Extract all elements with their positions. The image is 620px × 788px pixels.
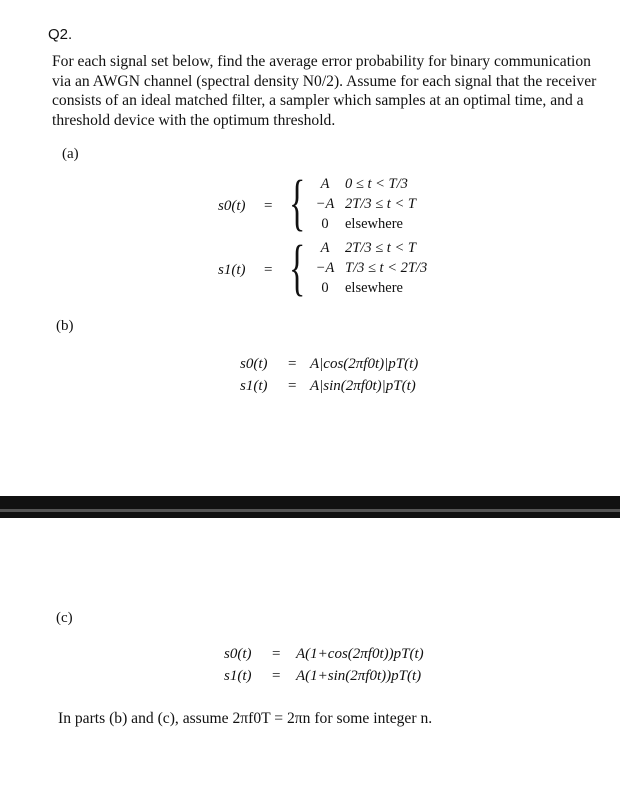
case-value: −A xyxy=(315,260,335,276)
part-a-s0-lhs: s0(t) xyxy=(218,198,246,214)
case-condition: 2T/3 ≤ t < T xyxy=(345,196,416,212)
part-b-s1-lhs: s1(t) xyxy=(240,378,268,394)
part-b-s1-equals: = xyxy=(288,378,297,394)
part-c-s1-lhs: s1(t) xyxy=(224,668,252,684)
part-b-label: (b) xyxy=(56,318,74,334)
case-value: A xyxy=(320,176,330,192)
part-a-s1-brace: { xyxy=(289,234,306,302)
part-b-s1-rhs: A|sin(2πf0t)|pT(t) xyxy=(310,378,416,394)
part-a-s0-equals: = xyxy=(264,198,273,214)
case-condition: 0 ≤ t < T/3 xyxy=(345,176,408,192)
part-a-s1-equals: = xyxy=(264,262,273,278)
part-c-s0-equals: = xyxy=(272,646,281,662)
problem-statement: For each signal set below, find the average error probability for binary communication via an AWGN channel (spectral density N0/2). Assume for each signal that the receiver consists of an ideal matched filter, a sampler which samples at an optimal time, and a threshold device with the optimum threshold. xyxy=(52,53,597,129)
page-separator xyxy=(0,496,620,518)
case-condition: elsewhere xyxy=(345,216,403,232)
part-c-s0-lhs: s0(t) xyxy=(224,646,252,662)
case-value: A xyxy=(320,240,330,256)
case-condition: 2T/3 ≤ t < T xyxy=(345,240,416,256)
part-c-s1-equals: = xyxy=(272,668,281,684)
part-a-label: (a) xyxy=(62,146,79,162)
part-b-s0-equals: = xyxy=(288,356,297,372)
case-condition: T/3 ≤ t < 2T/3 xyxy=(345,260,428,276)
part-a-s0-cases xyxy=(305,176,416,236)
part-a-s0-brace: { xyxy=(289,169,306,237)
part-a-s1-lhs: s1(t) xyxy=(218,262,246,278)
part-c-s1-rhs: A(1+sin(2πf0t))pT(t) xyxy=(296,668,422,684)
part-b-s0-lhs: s0(t) xyxy=(240,356,268,372)
part-a-s1-cases xyxy=(305,240,427,300)
part-b-s0-rhs: A|cos(2πf0t)|pT(t) xyxy=(310,356,419,372)
parts-note: In parts (b) and (c), assume 2πf0T = 2πn for some integer n. xyxy=(58,710,433,727)
question-label: Q2. xyxy=(48,26,73,43)
case-condition: elsewhere xyxy=(345,280,403,296)
case-value: 0 xyxy=(321,216,329,232)
part-c-s0-rhs: A(1+cos(2πf0t))pT(t) xyxy=(296,646,424,662)
part-c-label: (c) xyxy=(56,610,73,626)
page-separator-line xyxy=(0,509,620,512)
case-value: −A xyxy=(315,196,335,212)
case-value: 0 xyxy=(321,280,329,296)
